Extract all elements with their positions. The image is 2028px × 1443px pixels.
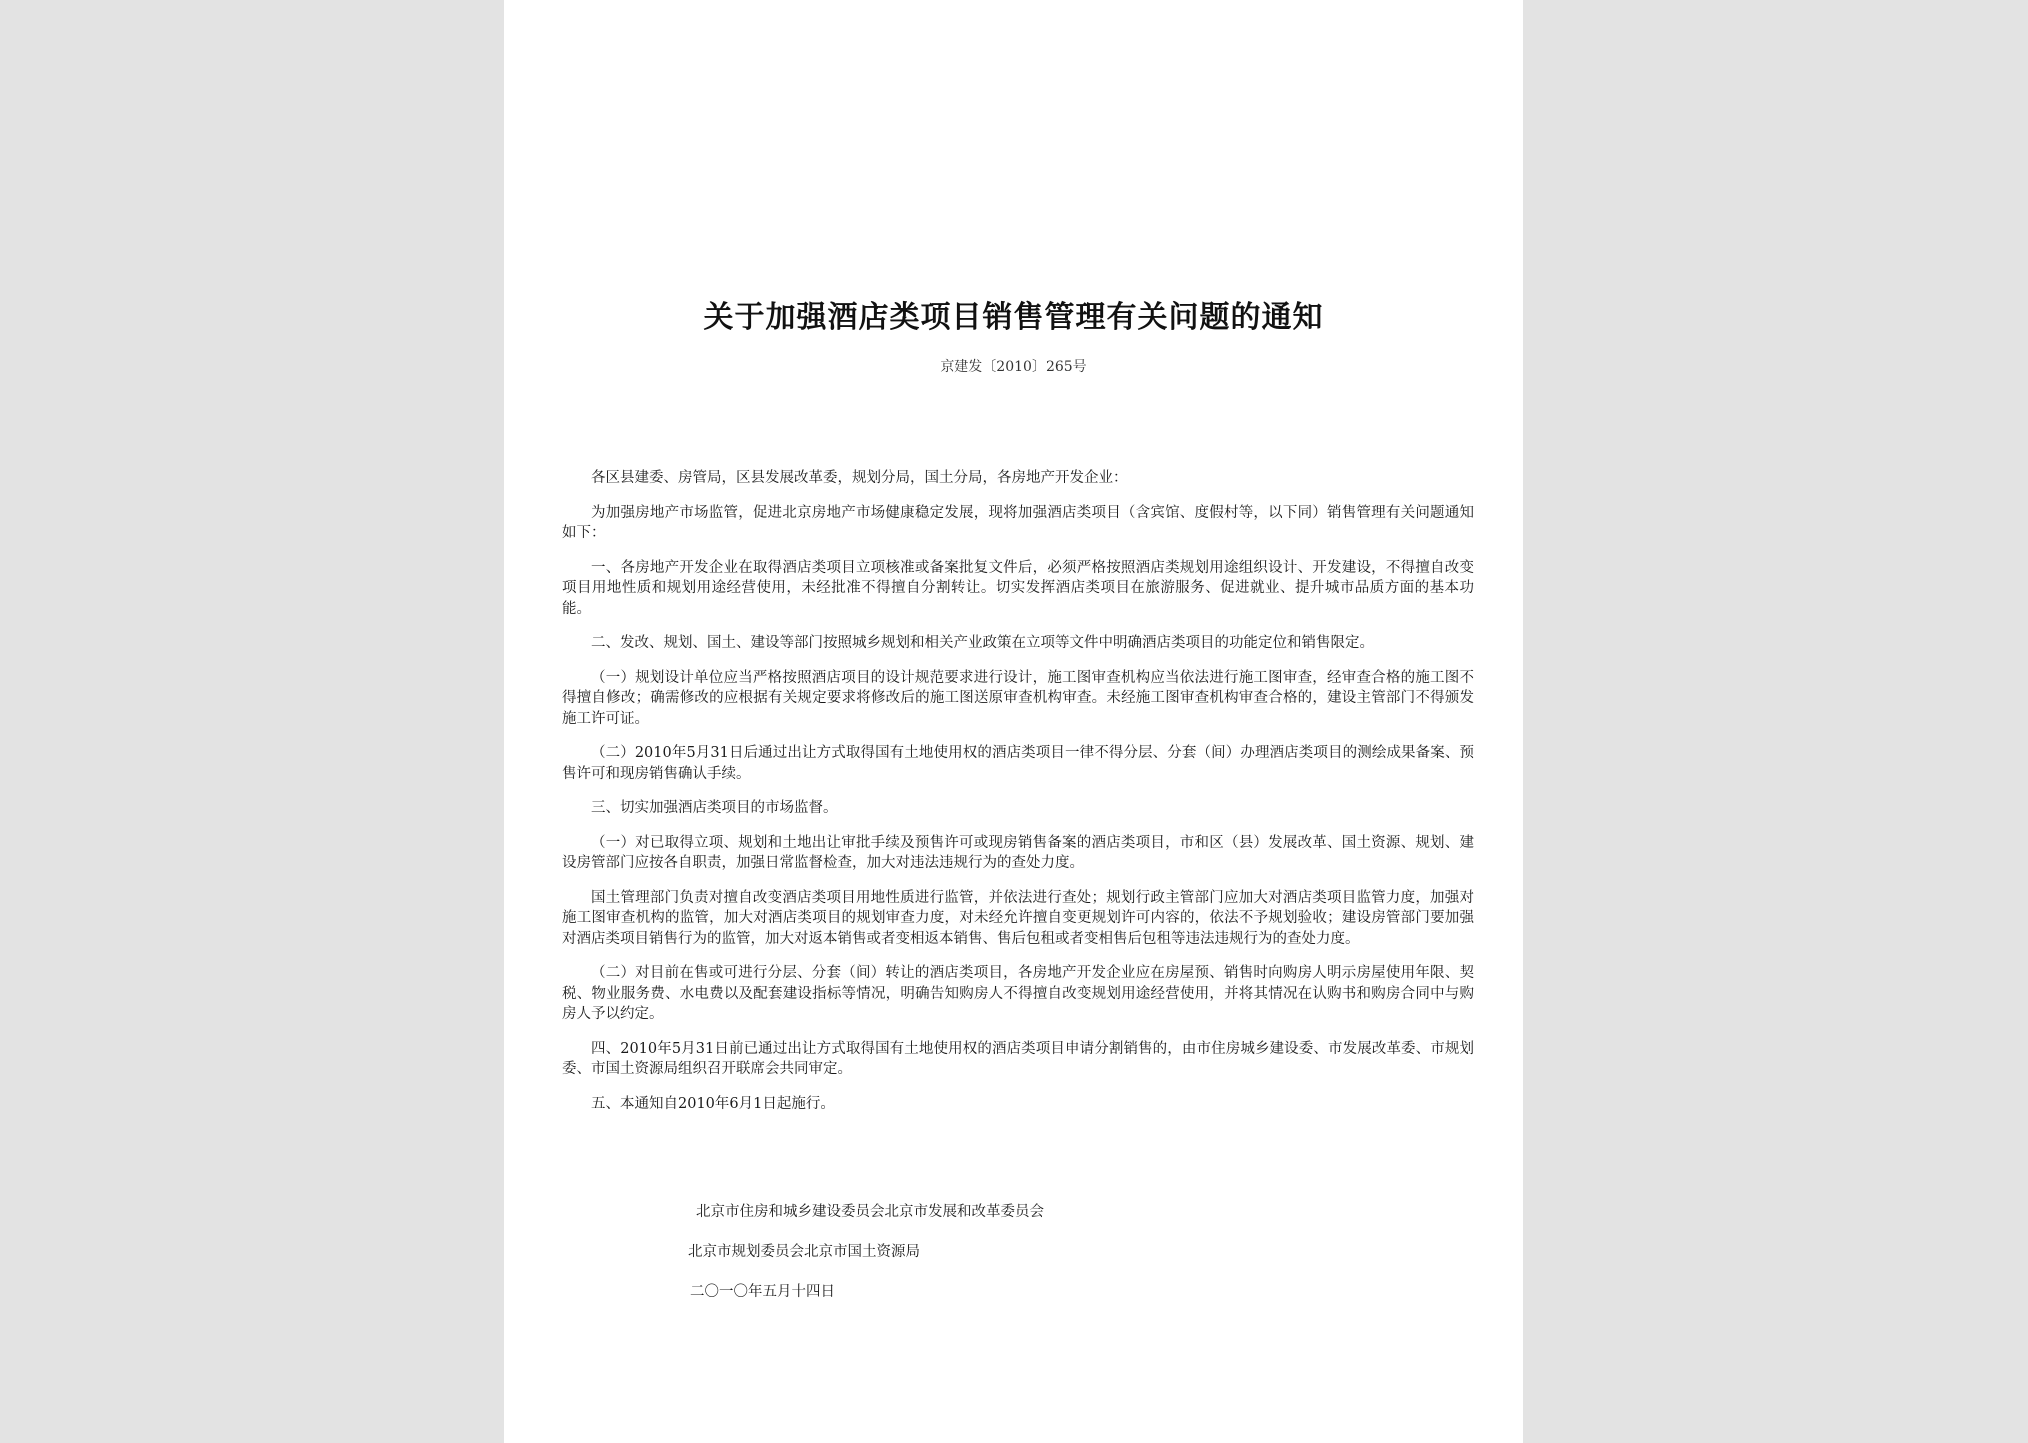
signature-date: 二〇一〇年五月十四日 [690, 1284, 835, 1300]
document-body [562, 468, 1474, 1128]
body-paragraph: 四、2010年5月31日前已通过出让方式取得国有土地使用权的酒店类项目申请分割销售的，由市住房城乡建设委、市发展改革委、市规划委、市国土资源局组织召开联席会共同审定。 [562, 1040, 1474, 1077]
body-paragraph: 各区县建委、房管局，区县发展改革委，规划分局，国土分局，各房地产开发企业： [591, 470, 1128, 486]
document-title: 关于加强酒店类项目销售管理有关问题的通知 [703, 300, 1324, 335]
body-paragraph: 五、本通知自2010年6月1日起施行。 [591, 1095, 835, 1112]
document-page [504, 0, 1523, 1443]
body-paragraph: （二）2010年5月31日后通过出让方式取得国有土地使用权的酒店类项目一律不得分层、分套（间）办理酒店类项目的测绘成果备案、预售许可和现房销售确认手续。 [562, 745, 1474, 782]
body-paragraph: 一、各房地产开发企业在取得酒店类项目立项核准或备案批复文件后，必须严格按照酒店类规划用途组织设计、开发建设，不得擅自改变项目用地性质和规划用途经营使用，未经批准不得擅自分割转让。切实发挥酒店类项目在旅游服务、促进就业、提升城市品质方面的基本功能。 [562, 559, 1474, 617]
body-paragraph: （一）对已取得立项、规划和土地出让审批手续及预售许可或现房销售备案的酒店类项目，市和区（县）发展改革、国土资源、规划、建设房管部门应按各自职责，加强日常监督检查，加大对违法违规行为的查处力度。 [562, 834, 1474, 871]
signature-line: 北京市住房和城乡建设委员会北京市发展和改革委员会 [696, 1204, 1044, 1220]
body-paragraph: （一）规划设计单位应当严格按照酒店项目的设计规范要求进行设计，施工图审查机构应当依法进行施工图审查，经审查合格的施工图不得擅自修改；确需修改的应根据有关规定要求将修改后的施工图送原审查机构审查。未经施工图审查机构审查合格的，建设主管部门不得颁发施工许可证。 [562, 669, 1474, 727]
body-paragraph: 二、发改、规划、国土、建设等部门按照城乡规划和相关产业政策在立项等文件中明确酒店类项目的功能定位和销售限定。 [591, 635, 1374, 651]
body-paragraph: 三、切实加强酒店类项目的市场监督。 [591, 800, 838, 816]
signature-line: 北京市规划委员会北京市国土资源局 [688, 1244, 920, 1260]
document-number: 京建发〔2010〕265号 [940, 359, 1087, 375]
body-paragraph: 国土管理部门负责对擅自改变酒店类项目用地性质进行监管，并依法进行查处；规划行政主管部门应加大对酒店类项目监管力度，加强对施工图审查机构的监管，加大对酒店类项目的规划审查力度，对未经允许擅自变更规划许可内容的，依法不予规划验收；建设房管部门要加强对酒店类项目销售行为的监管，加大对返本销售或者变相返本销售、售后包租或者变相售后包租等违法违规行为的查处力度。 [562, 889, 1474, 947]
body-paragraph: （二）对目前在售或可进行分层、分套（间）转让的酒店类项目，各房地产开发企业应在房屋预、销售时向购房人明示房屋使用年限、契税、物业服务费、水电费以及配套建设指标等情况，明确告知购房人不得擅自改变规划用途经营使用，并将其情况在认购书和购房合同中与购房人予以约定。 [562, 965, 1474, 1022]
body-paragraph: 为加强房地产市场监管，促进北京房地产市场健康稳定发展，现将加强酒店类项目（含宾馆、度假村等，以下同）销售管理有关问题通知如下： [562, 504, 1474, 541]
